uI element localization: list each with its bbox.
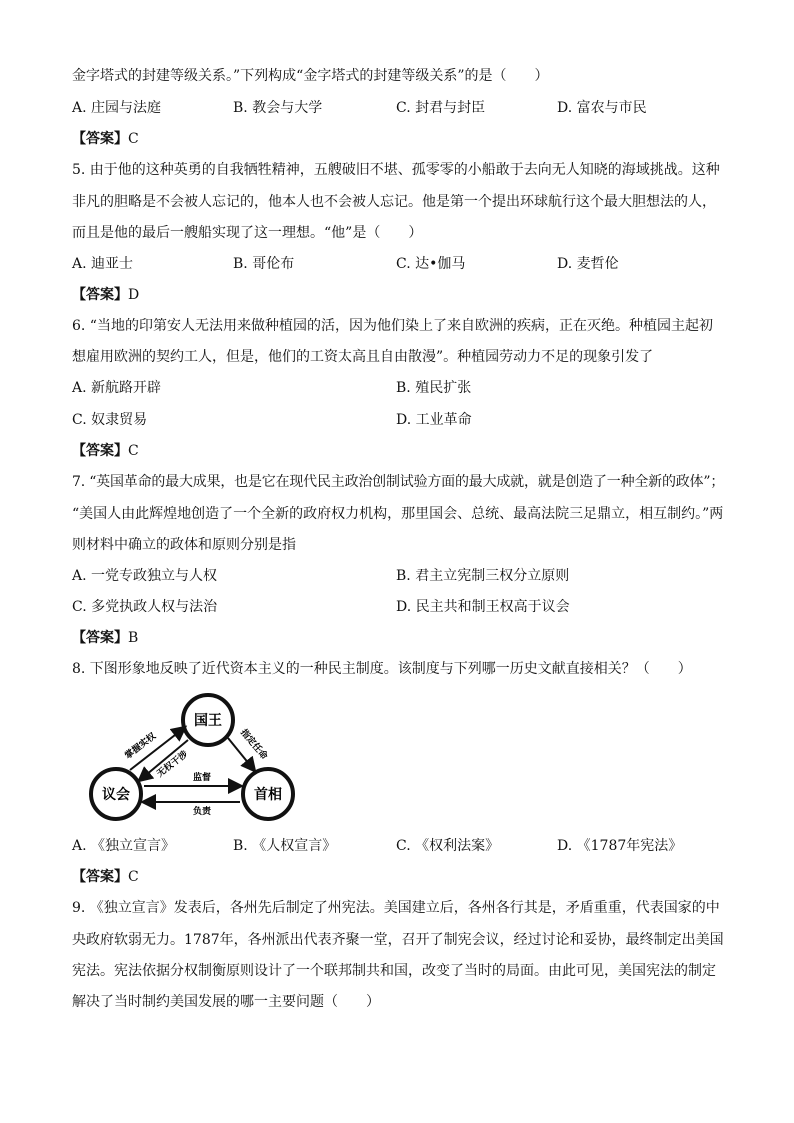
q9-stem-line-1: 9. 《独立宣言》发表后，各州先后制定了州宪法。美国建立后，各州各行其是，矛盾重重，代表国家的中 <box>72 900 720 916</box>
label-supervise: 监督 <box>192 773 212 783</box>
q4-option-c: C. 封君与封臣 <box>396 100 486 116</box>
q6-option-a: A. 新航路开辟 <box>72 380 162 396</box>
answer-label: 【答案】 <box>72 869 128 885</box>
q6-option-d: D. 工业革命 <box>396 412 472 428</box>
label-real-power: 掌握实权 <box>123 731 159 762</box>
q7-stem-line-1: 7. “英国革命的最大成果，也是它在现代民主政治创制试验方面的最大成就，就是创造了一种全新的政体”； <box>72 474 725 490</box>
q8-option-d: D. 《1787年宪法》 <box>557 838 683 854</box>
q9-stem-line-4: 解决了当时制约美国发展的哪一主要问题（ ） <box>72 994 380 1010</box>
node-label-prime-minister: 首相 <box>254 787 282 803</box>
q7-stem-line-3: 则材料中确立的政体和原则分别是指 <box>72 537 296 553</box>
q6-answer <box>72 441 139 461</box>
q8-option-c: C. 《权利法案》 <box>396 838 500 854</box>
node-label-parliament: 议会 <box>102 787 130 803</box>
q8-answer <box>72 867 139 887</box>
q9-stem-line-3: 宪法。宪法依据分权制衡原则设计了一个联邦制共和国，改变了当时的局面。由此可见，美国宪法的制定 <box>72 963 716 979</box>
node-label-king: 国王 <box>194 713 222 729</box>
q5-stem-line-2: 非凡的胆略是不会被人忘记的，他本人也不会被人忘记。他是第一个提出环球航行这个最大胆想法的人， <box>72 194 716 210</box>
q8-diagram <box>84 690 304 826</box>
answer-value: D <box>128 287 140 303</box>
answer-label: 【答案】 <box>72 131 128 147</box>
q5-option-b: B. 哥伦布 <box>233 256 295 272</box>
q7-stem-line-2: “美国人由此辉煌地创造了一个全新的政府权力机构，那里国会、总统、最高法院三足鼎立，相互制约。”两 <box>72 506 724 522</box>
q4-option-a: A. 庄园与法庭 <box>72 100 162 116</box>
q4-option-b: B. 教会与大学 <box>233 100 323 116</box>
q8-stem: 8. 下图形象地反映了近代资本主义的一种民主制度。该制度与下列哪一历史文献直接相关？（ ） <box>72 661 692 677</box>
answer-label: 【答案】 <box>72 443 128 459</box>
answer-label: 【答案】 <box>72 287 128 303</box>
q4-stem: 金字塔式的封建等级关系。”下列构成“金字塔式的封建等级关系”的是（ ） <box>72 68 549 84</box>
answer-value: B <box>128 630 139 646</box>
q8-option-b: B. 《人权宣言》 <box>233 838 337 854</box>
answer-label: 【答案】 <box>72 630 128 646</box>
q7-option-a: A. 一党专政独立与人权 <box>72 568 218 584</box>
q5-stem-line-3: 而且是他的最后一艘船实现了这一理想。“他”是（ ） <box>72 225 423 241</box>
q5-option-a: A. 迪亚士 <box>72 256 134 272</box>
q5-answer <box>72 285 139 305</box>
answer-value: C <box>128 131 139 147</box>
q4-option-d: D. 富农与市民 <box>557 100 647 116</box>
q5-option-c: C. 达•伽马 <box>396 256 466 272</box>
q7-option-c: C. 多党执政人权与法治 <box>72 599 218 615</box>
power-relationship-diagram <box>84 690 304 826</box>
q8-option-a: A. 《独立宣言》 <box>72 838 176 854</box>
q6-stem-line-1: 6. “当地的印第安人无法用来做种植园的活，因为他们染上了来自欧洲的疾病，正在灭绝。种植园主起初 <box>72 318 713 334</box>
q5-stem-line-1: 5. 由于他的这种英勇的自我牺牲精神，五艘破旧不堪、孤零零的小船敢于去向无人知晓的海域挑战。这种 <box>72 162 720 178</box>
label-appoint: 指定任命 <box>238 727 269 762</box>
q7-option-b: B. 君主立宪制三权分立原则 <box>396 568 570 584</box>
q6-option-c: C. 奴隶贸易 <box>72 412 148 428</box>
q7-option-d: D. 民主共和制王权高于议会 <box>396 599 570 615</box>
answer-value: C <box>128 869 139 885</box>
label-responsible: 负责 <box>192 807 212 817</box>
q7-answer <box>72 628 138 648</box>
q6-stem-line-2: 想雇用欧洲的契约工人，但是，他们的工资太高且自由散漫”。种植园劳动力不足的现象引发了 <box>72 349 654 365</box>
q9-stem-line-2: 央政府软弱无力。1787年，各州派出代表齐聚一堂，召开了制宪会议，经过讨论和妥协，最终制定出美国 <box>72 932 724 948</box>
label-no-interference: 无权干涉 <box>155 749 191 780</box>
q4-answer <box>72 129 139 149</box>
q5-option-d: D. 麦哲伦 <box>557 256 619 272</box>
q6-option-b: B. 殖民扩张 <box>396 380 472 396</box>
answer-value: C <box>128 443 139 459</box>
